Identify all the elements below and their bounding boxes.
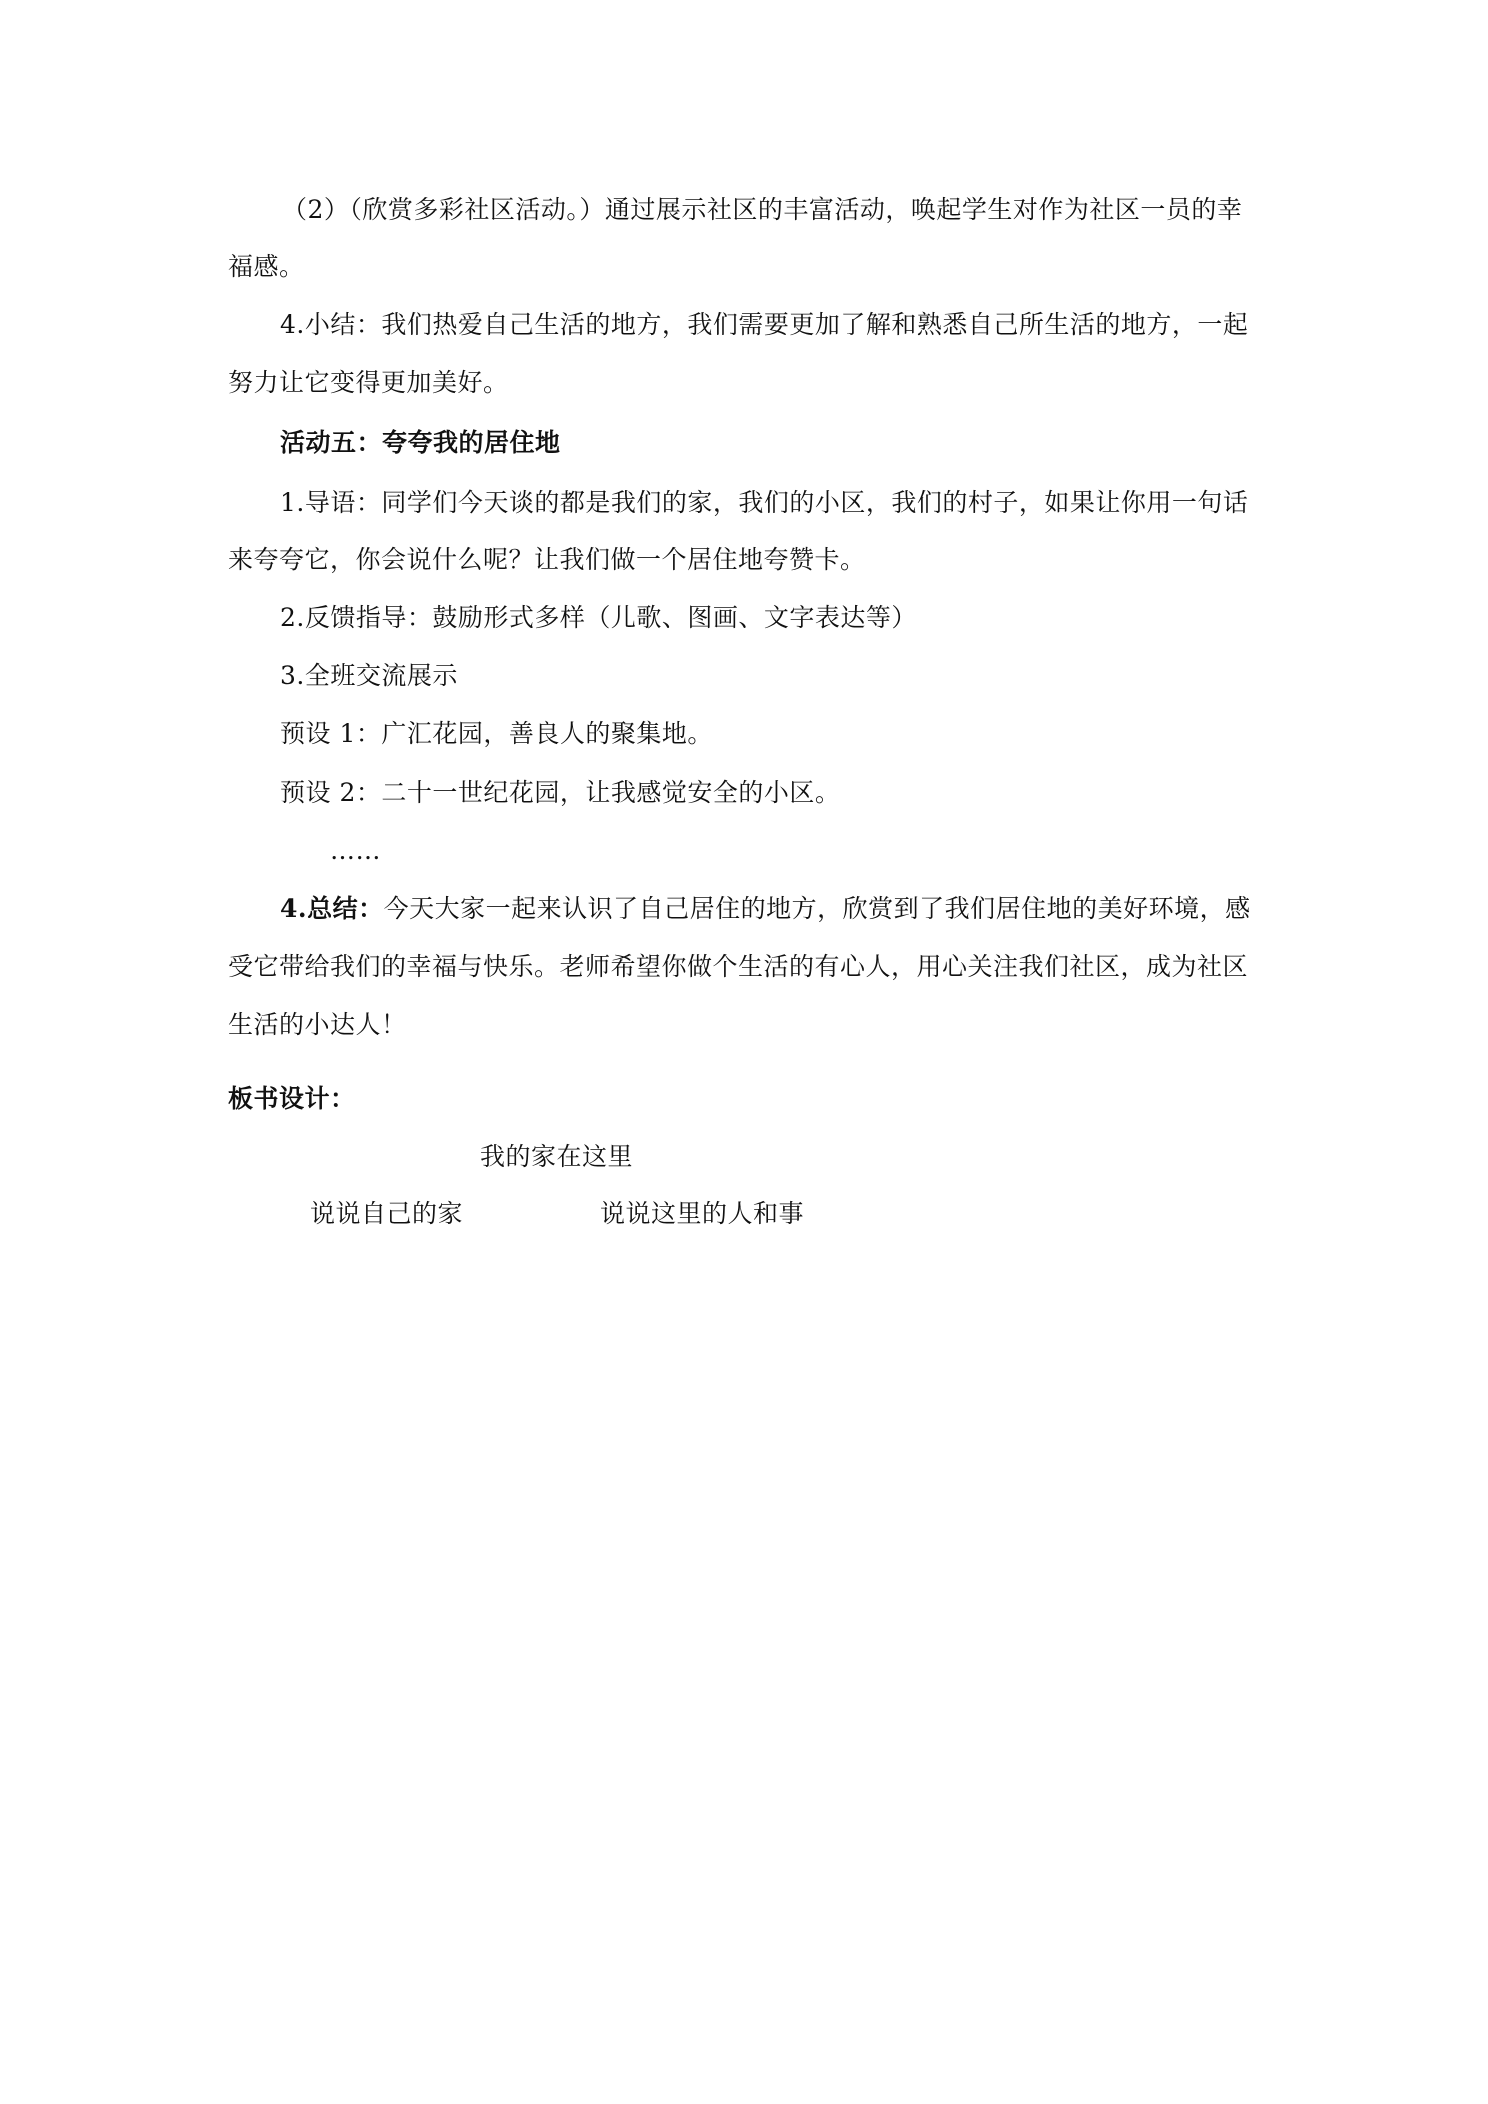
conclusion-line-3: 生活的小达人！: [228, 1010, 407, 1039]
board-title: 我的家在这里: [480, 1142, 634, 1171]
activity-enjoy-line-2: 福感。: [228, 252, 305, 281]
activity-enjoy-line-1: （2）（欣赏多彩社区活动。）通过展示社区的丰富活动，唤起学生对作为社区一员的幸: [282, 195, 1243, 224]
ellipsis-line: ……: [330, 836, 381, 865]
share-line: 3.全班交流展示: [280, 661, 458, 690]
intro-line-1: 1.导语：同学们今天谈的都是我们的家，我们的小区，我们的村子，如果让你用一句话: [280, 488, 1249, 517]
conclusion-line-2: 受它带给我们的幸福与快乐。老师希望你做个生活的有心人，用心关注我们社区，成为社区: [228, 952, 1249, 981]
board-left-item: 说说自己的家: [310, 1199, 464, 1228]
activity-five-heading: 活动五：夸夸我的居住地: [280, 428, 561, 457]
intro-line-2: 来夸夸它，你会说什么呢？让我们做一个居住地夸赞卡。: [228, 545, 866, 574]
board-right-item: 说说这里的人和事: [600, 1199, 805, 1228]
conclusion-line-1: [280, 892, 1251, 926]
conclusion-line-1-text: 今天大家一起来认识了自己居住的地方，欣赏到了我们居住地的美好环境，感: [383, 894, 1251, 923]
preset-2-line: 预设 2：二十一世纪花园，让我感觉安全的小区。: [280, 778, 841, 807]
summary-line-1: 4.小结：我们热爱自己生活的地方，我们需要更加了解和熟悉自己所生活的地方，一起: [280, 310, 1249, 339]
board-design-heading: 板书设计：: [228, 1084, 356, 1113]
preset-1-line: 预设 1：广汇花园，善良人的聚集地。: [280, 719, 713, 748]
summary-line-2: 努力让它变得更加美好。: [228, 368, 509, 397]
feedback-line: 2.反馈指导：鼓励形式多样（儿歌、图画、文字表达等）: [280, 603, 917, 632]
conclusion-label: 4.总结：: [280, 894, 384, 923]
